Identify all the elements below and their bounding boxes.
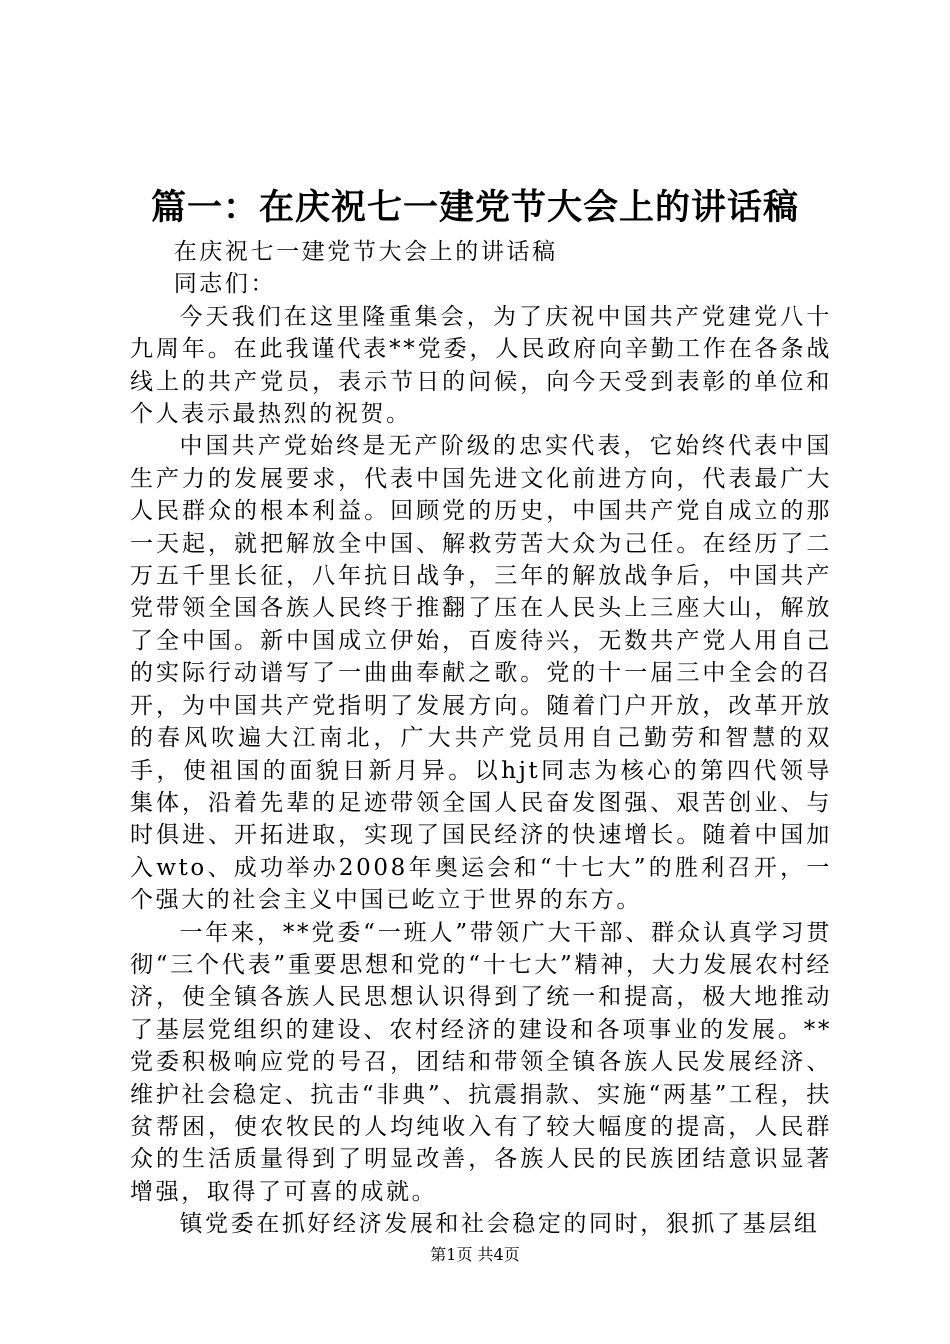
- paragraph-1: 今天我们在这里隆重集会，为了庆祝中国共产党建党八十九周年。在此我谨代表**党委，人民政府向辛勤工作在各条战线上的共产党员，表示节日的问候，向今天受到表彰的单位和个人表示最热烈的祝贺。: [130, 303, 832, 428]
- salutation: 同志们：: [173, 271, 277, 298]
- paragraph-4: 镇党委在抓好经济发展和社会稳定的同时，狠抓了基层组: [179, 1211, 820, 1238]
- document-title: 篇一：在庆祝七一建党节大会上的讲话稿: [150, 187, 799, 228]
- document-body: [130, 236, 832, 1241]
- paragraph-3: 一年来，**党委“一班人”带领广大干部、群众认真学习贯彻“三个代表”重要思想和党的“十七大”精神，大力发展农村经济，使全镇各族人民思想认识得到了统一和提高，极大地推动了基层党组织的建设、农村经济的建设和各项事业的发展。**党委积极响应党的号召，团结和带领全镇各族人民发展经济、维护社会稳定、抗击“非典”、抗震捐款、实施“两基”工程，扶贫帮困，使农牧民的人均纯收入有了较大幅度的提高，人民群众的生活质量得到了明显改善，各族人民的民族团结意识显著增强，取得了可喜的成就。: [130, 919, 832, 1205]
- paragraph-2: 中国共产党始终是无产阶级的忠实代表，它始终代表中国生产力的发展要求，代表中国先进文化前进方向，代表最广大人民群众的根本利益。回顾党的历史，中国共产党自成立的那一天起，就把解放全中国、解救劳苦大众为己任。在经历了二万五千里长征，八年抗日战争，三年的解放战争后，中国共产党带领全国各族人民终于推翻了压在人民头上三座大山，解放了全中国。新中国成立伊始，百废待兴，无数共产党人用自己的实际行动谱写了一曲曲奉献之歌。党的十一届三中全会的召开，为中国共产党指明了发展方向。随着门户开放，改革开放的春风吹遍大江南北，广大共产党员用自己勤劳和智慧的双手，使祖国的面貌日新月异。以hjt同志为核心的第四代领导集体，沿着先辈的足迹带领全国人民奋发图强、艰苦创业、与时俱进、开拓进取，实现了国民经济的快速增长。随着中国加入wto、成功举办2008年奥运会和“十七大”的胜利召开，一个强大的社会主义中国已屹立于世界的东方。: [130, 433, 832, 914]
- document-subtitle: 在庆祝七一建党节大会上的讲话稿: [173, 239, 558, 265]
- page-footer: 第1页 共4页: [430, 1245, 520, 1264]
